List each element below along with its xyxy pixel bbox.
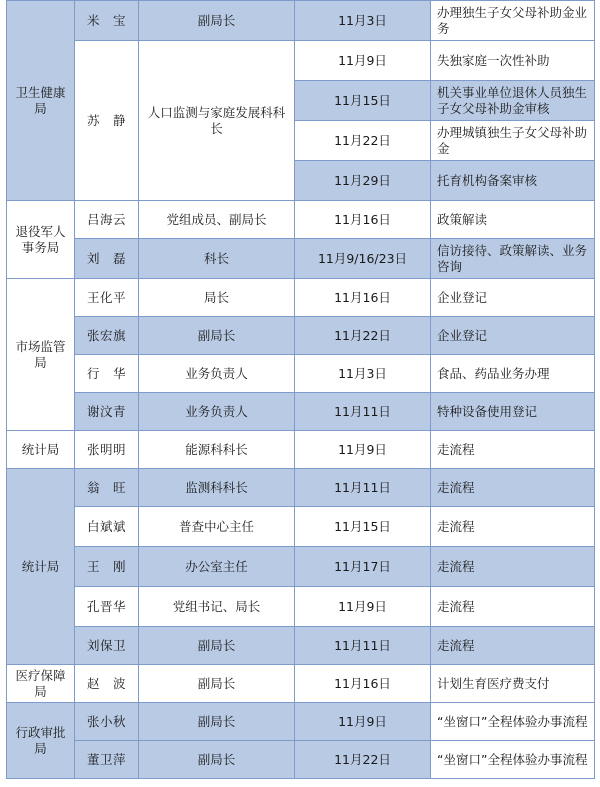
task-cell: 走流程 xyxy=(431,431,595,469)
name-cell: 赵 波 xyxy=(75,665,139,703)
task-cell: 走流程 xyxy=(431,469,595,507)
title-cell: 业务负责人 xyxy=(139,355,295,393)
schedule-table xyxy=(6,0,595,779)
date-cell: 11月17日 xyxy=(295,547,431,587)
name-cell: 张小秋 xyxy=(75,703,139,741)
title-cell: 党组书记、局长 xyxy=(139,587,295,627)
date-cell: 11月15日 xyxy=(295,81,431,121)
task-cell: “坐窗口”全程体验办事流程 xyxy=(431,741,595,779)
date-cell: 11月11日 xyxy=(295,469,431,507)
dept-cell: 统计局 xyxy=(7,431,75,469)
date-cell: 11月16日 xyxy=(295,279,431,317)
date-cell: 11月3日 xyxy=(295,355,431,393)
dept-cell: 市场监管局 xyxy=(7,279,75,431)
title-cell: 科长 xyxy=(139,239,295,279)
task-cell: 走流程 xyxy=(431,587,595,627)
table-row xyxy=(7,279,595,317)
title-cell: 局长 xyxy=(139,279,295,317)
task-cell: 失独家庭一次性补助 xyxy=(431,41,595,81)
table-row xyxy=(7,317,595,355)
date-cell: 11月11日 xyxy=(295,627,431,665)
task-cell: 企业登记 xyxy=(431,317,595,355)
dept-cell: 退役军人事务局 xyxy=(7,201,75,279)
table-row xyxy=(7,41,595,81)
date-cell: 11月3日 xyxy=(295,1,431,41)
task-cell: 机关事业单位退休人员独生子女父母补助金审核 xyxy=(431,81,595,121)
name-cell: 王化平 xyxy=(75,279,139,317)
date-cell: 11月9/16/23日 xyxy=(295,239,431,279)
name-cell: 翁 旺 xyxy=(75,469,139,507)
task-cell: 食品、药品业务办理 xyxy=(431,355,595,393)
table-row xyxy=(7,393,595,431)
name-cell: 米 宝 xyxy=(75,1,139,41)
task-cell: 企业登记 xyxy=(431,279,595,317)
dept-cell: 统计局 xyxy=(7,469,75,665)
task-cell: 走流程 xyxy=(431,547,595,587)
date-cell: 11月22日 xyxy=(295,121,431,161)
title-cell: 副局长 xyxy=(139,317,295,355)
title-cell: 能源科科长 xyxy=(139,431,295,469)
table-row xyxy=(7,665,595,703)
title-cell: 党组成员、副局长 xyxy=(139,201,295,239)
name-cell: 刘保卫 xyxy=(75,627,139,665)
date-cell: 11月29日 xyxy=(295,161,431,201)
title-cell: 办公室主任 xyxy=(139,547,295,587)
task-cell: 办理城镇独生子女父母补助金 xyxy=(431,121,595,161)
title-cell: 普查中心主任 xyxy=(139,507,295,547)
task-cell: 走流程 xyxy=(431,627,595,665)
name-cell: 张明明 xyxy=(75,431,139,469)
date-cell: 11月16日 xyxy=(295,665,431,703)
task-cell: 托育机构备案审核 xyxy=(431,161,595,201)
title-cell: 副局长 xyxy=(139,627,295,665)
date-cell: 11月9日 xyxy=(295,587,431,627)
name-cell: 董卫萍 xyxy=(75,741,139,779)
task-cell: 政策解读 xyxy=(431,201,595,239)
title-cell: 副局长 xyxy=(139,665,295,703)
title-cell: 副局长 xyxy=(139,1,295,41)
table-row xyxy=(7,1,595,41)
name-cell: 白斌斌 xyxy=(75,507,139,547)
name-cell: 谢汶青 xyxy=(75,393,139,431)
dept-cell: 卫生健康局 xyxy=(7,1,75,201)
date-cell: 11月11日 xyxy=(295,393,431,431)
task-cell: 特种设备使用登记 xyxy=(431,393,595,431)
table-row xyxy=(7,587,595,627)
date-cell: 11月9日 xyxy=(295,41,431,81)
table-row xyxy=(7,355,595,393)
table-row xyxy=(7,239,595,279)
title-cell: 监测科科长 xyxy=(139,469,295,507)
name-cell: 吕海云 xyxy=(75,201,139,239)
date-cell: 11月9日 xyxy=(295,703,431,741)
task-cell: 办理独生子女父母补助金业务 xyxy=(431,1,595,41)
table-row xyxy=(7,703,595,741)
name-cell: 苏 静 xyxy=(75,41,139,201)
title-cell: 人口监测与家庭发展科科长 xyxy=(139,41,295,201)
dept-cell: 医疗保障局 xyxy=(7,665,75,703)
name-cell: 张宏旗 xyxy=(75,317,139,355)
task-cell: 走流程 xyxy=(431,507,595,547)
name-cell: 孔晋华 xyxy=(75,587,139,627)
date-cell: 11月15日 xyxy=(295,507,431,547)
task-cell: 计划生育医疗费支付 xyxy=(431,665,595,703)
dept-cell: 行政审批局 xyxy=(7,703,75,779)
table-row xyxy=(7,627,595,665)
table-row xyxy=(7,201,595,239)
task-cell: “坐窗口”全程体验办事流程 xyxy=(431,703,595,741)
task-cell: 信访接待、政策解读、业务咨询 xyxy=(431,239,595,279)
table-row xyxy=(7,507,595,547)
table-row xyxy=(7,431,595,469)
title-cell: 业务负责人 xyxy=(139,393,295,431)
name-cell: 行 华 xyxy=(75,355,139,393)
date-cell: 11月16日 xyxy=(295,201,431,239)
date-cell: 11月22日 xyxy=(295,741,431,779)
title-cell: 副局长 xyxy=(139,703,295,741)
name-cell: 刘 磊 xyxy=(75,239,139,279)
date-cell: 11月22日 xyxy=(295,317,431,355)
table-row xyxy=(7,547,595,587)
table-row xyxy=(7,741,595,779)
table-row xyxy=(7,469,595,507)
title-cell: 副局长 xyxy=(139,741,295,779)
name-cell: 王 刚 xyxy=(75,547,139,587)
date-cell: 11月9日 xyxy=(295,431,431,469)
